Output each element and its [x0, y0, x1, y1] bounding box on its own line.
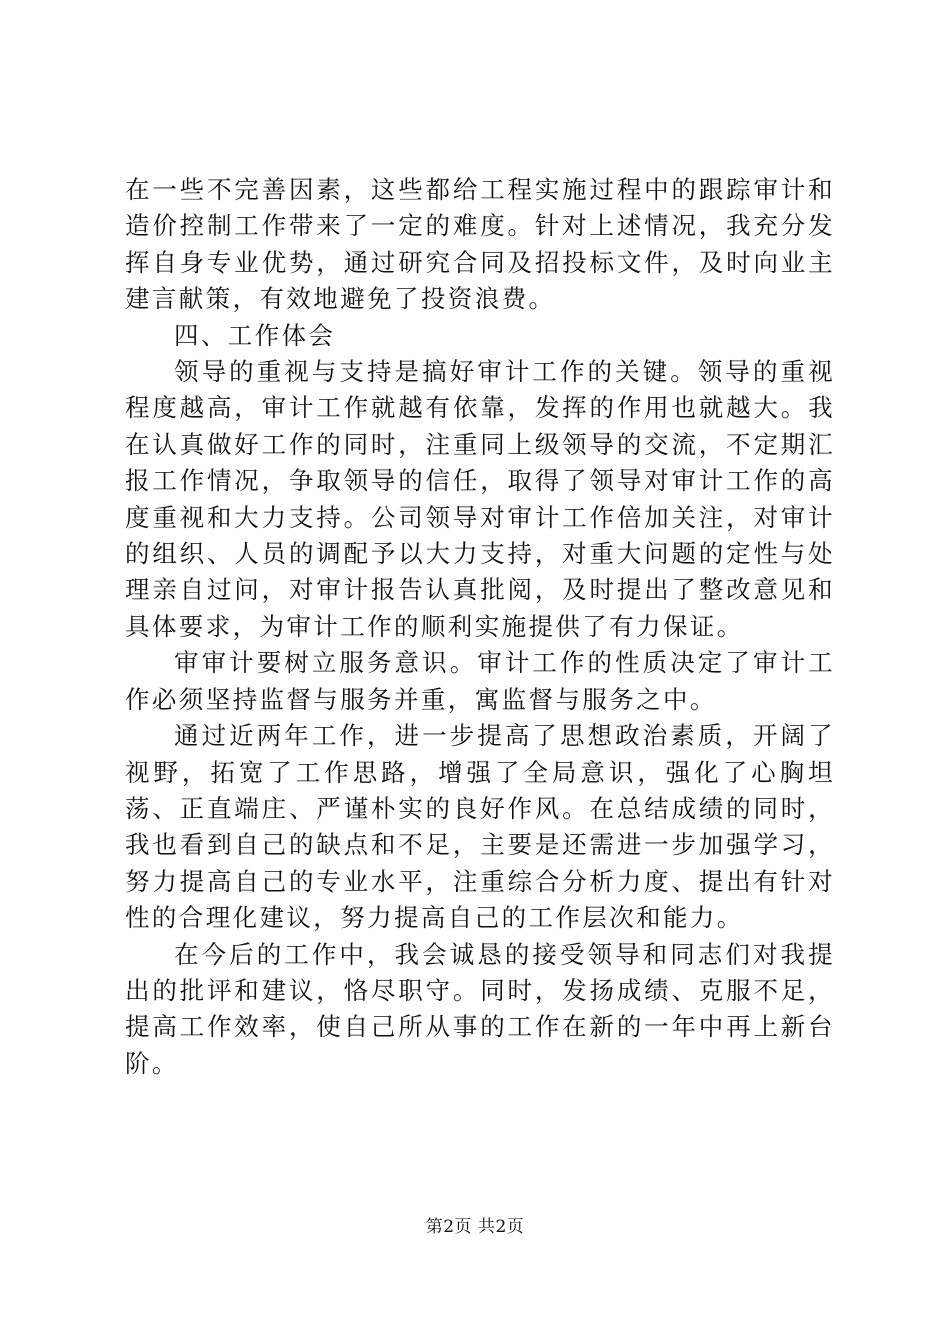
paragraph-self-assessment: 通过近两年工作，进一步提高了思想政治素质，开阔了视野，拓宽了工作思路，增强了全局意识，强化了心胸坦荡、正直端庄、严谨朴实的良好作风。在总结成绩的同时，我也看到自己的缺点和不足，主要是还需进一步加强学习，努力提高自己的专业水平，注重综合分析力度、提出有针对性的合理化建议，努力提高自己的工作层次和能力。: [125, 721, 835, 933]
paragraph-continuation: 在一些不完善因素，这些都给工程实施过程中的跟踪审计和造价控制工作带来了一定的难度。针对上述情况，我充分发挥自身专业优势，通过研究合同及招投标文件，及时向业主建言献策，有效地避免了投资浪费。: [125, 175, 835, 314]
paragraph-future-plan: 在今后的工作中，我会诚恳的接受领导和同志们对我提出的批评和建议，恪尽职守。同时，发扬成绩、克服不足，提高工作效率，使自己所从事的工作在新的一年中再上新台阶。: [125, 939, 835, 1078]
document-body: [125, 172, 835, 1082]
paragraph-leadership-support: 领导的重视与支持是搞好审计工作的关键。领导的重视程度越高，审计工作就越有依靠，发挥的作用也就越大。我在认真做好工作的同时，注重同上级领导的交流，不定期汇报工作情况，争取领导的信任，取得了领导对审计工作的高度重视和大力支持。公司领导对审计工作倍加关注，对审计的组织、人员的调配予以大力支持，对重大问题的定性与处理亲自过问，对审计报告认真批阅，及时提出了整改意见和具体要求，为审计工作的顺利实施提供了有力保证。: [125, 357, 835, 641]
paragraph-service-awareness: 审审计要树立服务意识。审计工作的性质决定了审计工作必须坚持监督与服务并重，寓监督与服务之中。: [125, 648, 835, 714]
section-heading: 四、工作体会: [174, 320, 336, 350]
page-number-footer: 第2页 共2页: [425, 1217, 525, 1237]
